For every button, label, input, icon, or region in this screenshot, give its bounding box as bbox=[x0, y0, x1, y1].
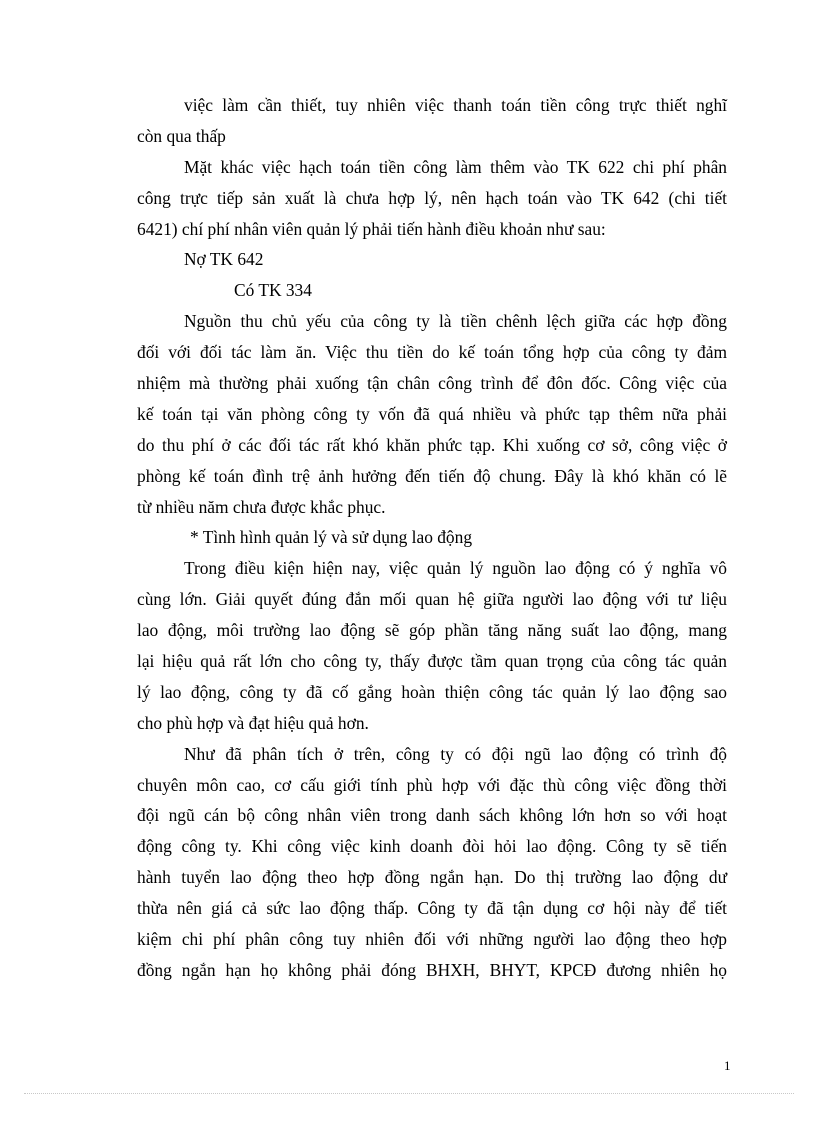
text-line: cho phù hợp và đạt hiệu quả hơn. bbox=[137, 712, 369, 733]
text-line: đội ngũ cán bộ công nhân viên trong danh sách không lớn hơn so với hoạt bbox=[137, 805, 727, 826]
text-line: hành tuyển lao động theo hợp đồng ngắn hạn. Do thị trường lao động dư bbox=[137, 867, 727, 888]
text-line: kế toán tại văn phòng công ty vốn đã quá nhiều và phức tạp thêm nữa phải bbox=[137, 403, 727, 424]
journal-debit-line: Nợ TK 642 bbox=[184, 249, 264, 270]
journal-credit-line: Có TK 334 bbox=[234, 280, 312, 301]
section-heading: * Tình hình quản lý và sử dụng lao động bbox=[190, 527, 473, 548]
text-line: công trực tiếp sản xuất là chưa hợp lý, nên hạch toán vào TK 642 (chi tiết bbox=[137, 187, 727, 208]
text-line: việc làm cần thiết, tuy nhiên việc thanh toán tiền công trực thiết nghĩ bbox=[184, 95, 727, 115]
text-line: kiệm chi phí phân công tuy nhiên đối với những người lao động theo hợp bbox=[137, 929, 727, 950]
text-line: Như đã phân tích ở trên, công ty có đội ngũ lao động có trình độ bbox=[184, 743, 727, 764]
text-line: Trong điều kiện hiện nay, việc quản lý nguồn lao động có ý nghĩa vô bbox=[184, 558, 727, 579]
footer-divider bbox=[24, 1093, 794, 1094]
text-line: chuyên môn cao, cơ cấu giới tính phù hợp với đặc thù công việc đồng thời bbox=[137, 774, 727, 795]
text-line: thừa nên giá cả sức lao động thấp. Công ty đã tận dụng cơ hội này để tiết bbox=[137, 898, 727, 919]
text-line: phòng kế toán đình trệ ảnh hưởng đến tiến độ chung. Đây là khó khăn có lẽ bbox=[137, 465, 727, 486]
text-line: còn qua thấp bbox=[137, 125, 226, 146]
text-line: từ nhiều năm chưa được khắc phục. bbox=[137, 496, 386, 517]
text-line: 6421) chí phí nhân viên quản lý phải tiến hành điều khoản như sau: bbox=[137, 218, 606, 239]
text-line: do thu phí ở các đối tác rất khó khăn phức tạp. Khi xuống cơ sở, công việc ở bbox=[137, 434, 727, 455]
text-line: Nguồn thu chủ yếu của công ty là tiền chênh lệch giữa các hợp đồng bbox=[184, 311, 727, 332]
body-text bbox=[137, 90, 727, 986]
text-line: nhiệm mà thường phải xuống tận chân công trình để đôn đốc. Công việc của bbox=[137, 373, 727, 394]
text-line: động công ty. Khi công việc kinh doanh đòi hỏi lao động. Công ty sẽ tiến bbox=[137, 836, 727, 857]
text-line: Mặt khác việc hạch toán tiền công làm thêm vào TK 622 chi phí phân bbox=[184, 156, 727, 177]
text-line: đối với đối tác làm ăn. Việc thu tiền do kế toán tổng hợp của công ty đảm bbox=[137, 342, 727, 363]
text-line: lại hiệu quả rất lớn cho công ty, thấy được tầm quan trọng của công tác quản bbox=[137, 651, 727, 672]
text-line: đồng ngắn hạn họ không phải đóng BHXH, BHYT, KPCĐ đương nhiên họ bbox=[137, 959, 727, 980]
text-line: lao động, môi trường lao động sẽ góp phần tăng năng suất lao động, mang bbox=[137, 620, 727, 641]
text-line: cùng lớn. Giải quyết đúng đắn mối quan hệ giữa người lao động với tư liệu bbox=[137, 589, 727, 610]
text-line: lý lao động, công ty đã cố gắng hoàn thiện công tác quản lý lao động sao bbox=[137, 681, 727, 702]
page-number: 1 bbox=[724, 1058, 731, 1073]
